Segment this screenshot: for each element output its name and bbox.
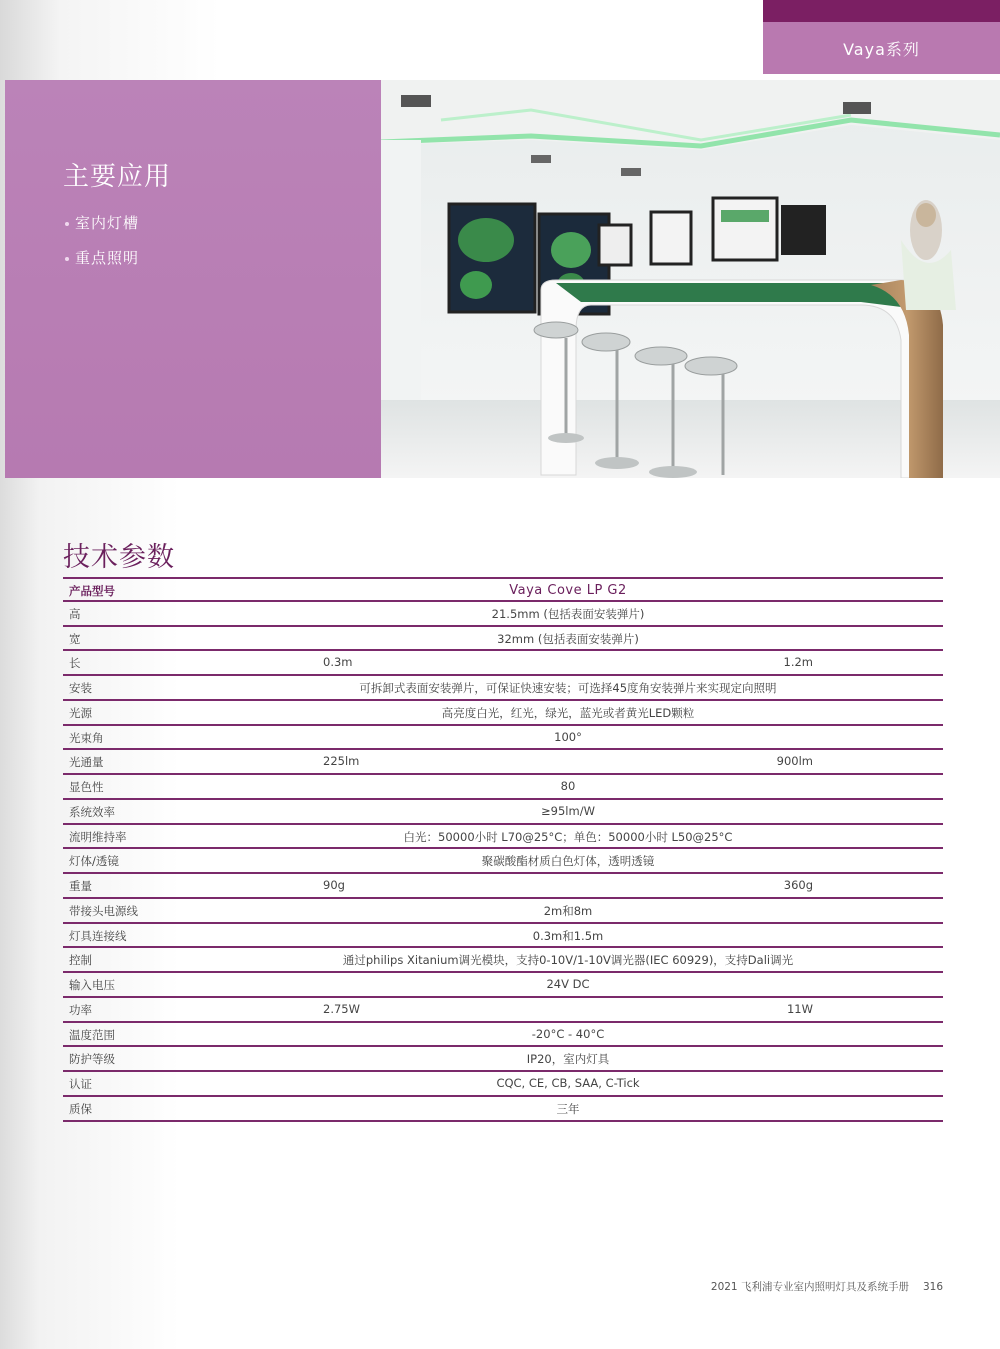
bullet-icon <box>65 222 69 226</box>
row-value: 通过philips Xitanium调光模块，支持0-10V/1-10V调光器(IEC 60929)，支持Dali调光 <box>342 953 794 968</box>
row-value: 聚碳酸酯材质白色灯体，透明透镜 <box>481 854 655 869</box>
row-value: IP20，室内灯具 <box>526 1052 610 1067</box>
footer-text: 2021 飞利浦专业室内照明灯具及系统手册 <box>710 1281 909 1293</box>
row-label: 安装 <box>69 681 92 695</box>
row-label: 认证 <box>69 1077 92 1091</box>
table-row <box>63 750 943 775</box>
row-label: 输入电压 <box>69 978 115 992</box>
row-value: 80 <box>560 779 576 793</box>
row-value: 2m和8m <box>543 903 593 918</box>
table-row <box>63 924 943 949</box>
row-label: 系统效率 <box>69 804 115 819</box>
row-value: 32mm (包括表面安装弹片) <box>497 631 639 646</box>
row-value: 21.5mm (包括表面安装弹片) <box>491 606 645 621</box>
table-row <box>63 800 943 825</box>
row-label: 防护等级 <box>69 1052 115 1067</box>
table-row <box>63 577 943 602</box>
table-row <box>63 726 943 751</box>
row-value-max: 11W <box>786 1001 813 1016</box>
table-row <box>63 849 943 874</box>
table-row <box>63 651 943 676</box>
row-label: 带接头电源线 <box>69 903 138 918</box>
table-row <box>63 676 943 701</box>
applications-title: 主要应用 <box>63 162 172 192</box>
row-value: 三年 <box>556 1101 580 1116</box>
row-value: -20°C - 40°C <box>531 1026 605 1041</box>
row-label: 光通量 <box>69 755 104 770</box>
row-value: 100° <box>554 729 582 744</box>
row-value-min: 225lm <box>323 754 360 769</box>
row-label: 宽 <box>69 631 81 646</box>
showroom-image <box>381 80 1000 478</box>
row-value: 24V DC <box>546 977 590 991</box>
row-value-min: 0.3m <box>323 655 353 670</box>
row-value: Vaya Cove LP G2 <box>509 583 627 598</box>
row-value-min: 2.75W <box>323 1001 360 1016</box>
row-value-max: 1.2m <box>783 655 813 670</box>
row-value: 白光：50000小时 L70@25°C；单色：50000小时 L50@25°C <box>403 829 733 844</box>
row-label: 功率 <box>69 1002 92 1017</box>
row-label: 重量 <box>69 879 92 893</box>
row-value: CQC, CE, CB, SAA, C-Tick <box>496 1076 640 1090</box>
row-label: 质保 <box>69 1101 92 1116</box>
row-label: 灯具连接线 <box>69 928 127 943</box>
table-row <box>63 825 943 850</box>
row-label: 温度范围 <box>69 1027 115 1042</box>
row-value-min: 90g <box>323 878 345 892</box>
row-label: 高 <box>69 606 81 621</box>
row-label: 产品型号 <box>69 584 115 598</box>
row-value: 0.3m和1.5m <box>532 928 604 943</box>
row-value-max: 900lm <box>776 754 813 769</box>
series-tab <box>763 22 1000 74</box>
row-label: 显色性 <box>69 780 104 794</box>
row-label: 流明维持率 <box>69 829 127 844</box>
row-value-max: 360g <box>783 878 813 892</box>
table-row <box>63 1072 943 1097</box>
row-label: 控制 <box>69 953 92 968</box>
table-row <box>63 973 943 998</box>
page-footer <box>711 1279 943 1294</box>
table-row <box>63 998 943 1023</box>
table-row <box>63 874 943 899</box>
row-label: 光束角 <box>69 730 104 745</box>
specs-title: 技术参数 <box>63 542 175 573</box>
row-label: 灯体/透镜 <box>69 854 119 869</box>
table-row <box>63 948 943 973</box>
row-value: 可拆卸式表面安装弹片，可保证快速安装；可选择45度角安装弹片来实现定向照明 <box>359 681 777 695</box>
table-row <box>63 1023 943 1048</box>
bullet-icon <box>65 257 69 261</box>
table-row <box>63 627 943 652</box>
row-label: 光源 <box>69 705 92 720</box>
table-row <box>63 1097 943 1122</box>
table-row <box>63 899 943 924</box>
table-row <box>63 602 943 627</box>
table-row <box>63 775 943 800</box>
page-number: 316 <box>922 1281 943 1293</box>
applications-panel <box>5 80 381 478</box>
row-value: 高亮度白光，红光，绿光，蓝光或者黄光LED颗粒 <box>441 705 695 720</box>
application-item: 重点照明 <box>65 247 139 268</box>
table-row <box>63 701 943 726</box>
specs-table <box>63 577 943 1122</box>
row-label: 长 <box>69 656 81 671</box>
application-photo <box>381 80 1000 478</box>
series-accent-bar <box>763 0 1000 22</box>
series-label: Vaya系列 <box>843 39 920 59</box>
row-value: ≥95lm/W <box>541 803 595 818</box>
application-item: 室内灯槽 <box>65 212 139 233</box>
table-row <box>63 1047 943 1072</box>
